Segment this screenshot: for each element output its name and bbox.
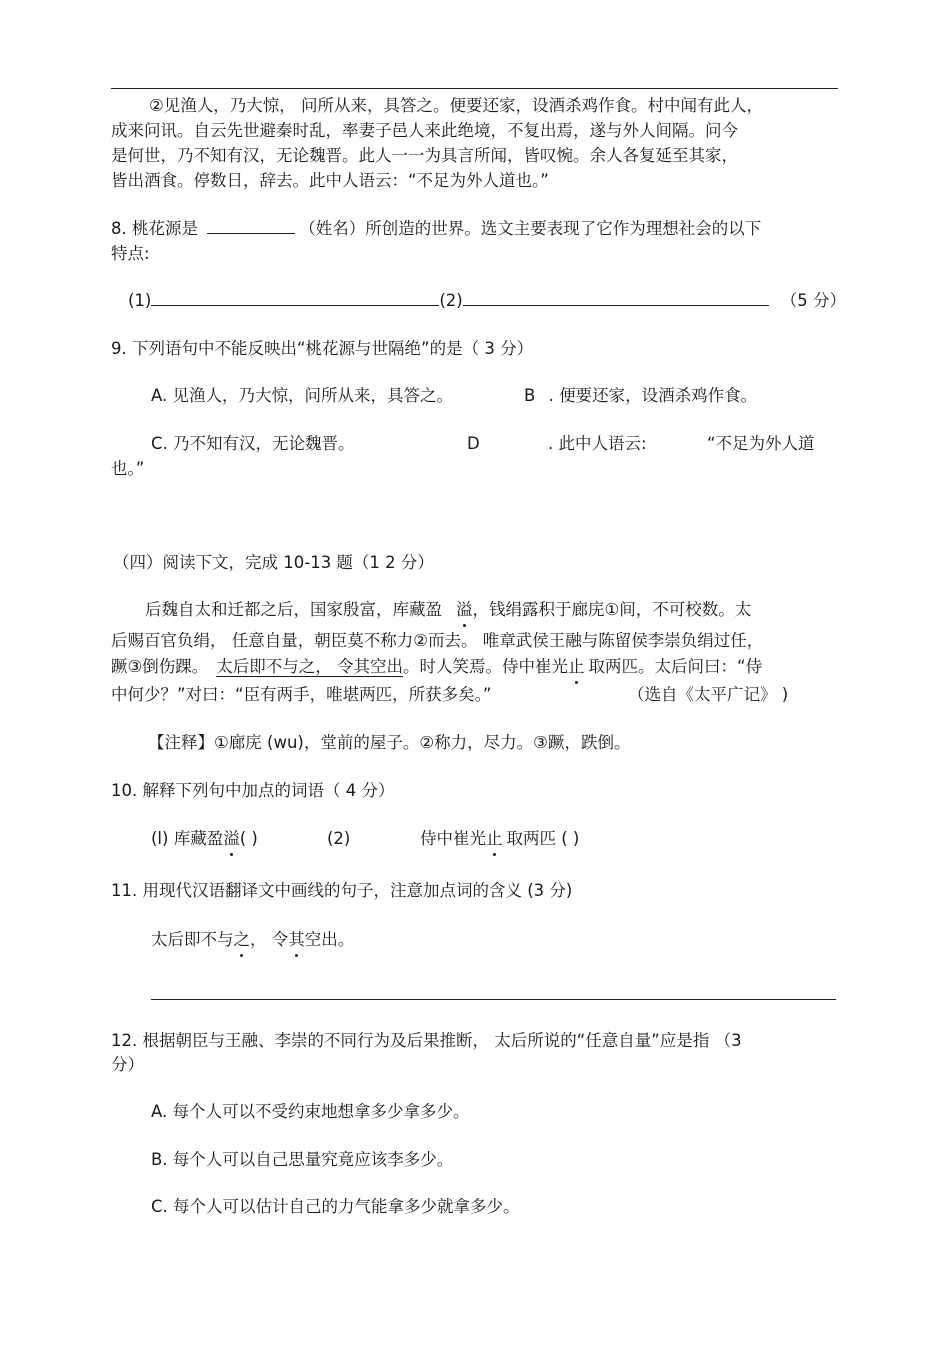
q8-stem bbox=[111, 218, 761, 240]
q8-item2-label: (2) bbox=[439, 291, 463, 310]
q8-score: （5 分） bbox=[780, 291, 846, 310]
q12-option-b: B. 每个人可以自己思量究竟应该李多少。 bbox=[151, 1150, 454, 1169]
q10-item2-label: (2) bbox=[327, 829, 351, 848]
q12-option-c: C. 每个人可以估计自己的力气能拿多少就拿多少。 bbox=[151, 1197, 520, 1216]
q10-item2-dotted: 止 bbox=[486, 829, 503, 848]
q9-option-b bbox=[524, 385, 757, 407]
passage2-line-3 bbox=[111, 656, 762, 678]
q11-sent-c: 空出。 bbox=[304, 930, 355, 949]
q10-item2-b: 取两匹 ( ) bbox=[506, 829, 580, 848]
annotation-notes: 【注释】①廊庑 (wu)，堂前的屋子。②称力，尽力。③蹶，跌倒。 bbox=[148, 733, 631, 752]
q12-stem-line2: 分） bbox=[111, 1055, 144, 1074]
q12-option-a: A. 每个人可以不受约束地想拿多少拿多少。 bbox=[151, 1102, 470, 1121]
q8-item1-label: (1) bbox=[128, 291, 152, 310]
q8-answer-row bbox=[128, 290, 846, 312]
passage-line-1: ②见渔人，乃大惊， 问所从来，具答之。便要还家，设酒杀鸡作食。村中闻有此人， bbox=[149, 96, 764, 115]
q8-name-blank[interactable] bbox=[207, 218, 295, 234]
passage2-source: （选自《太平广记》 ) bbox=[628, 685, 789, 704]
passage2-line-4: 中何少？”对曰：“臣有两手，唯堪两匹，所获多矣。” bbox=[111, 685, 492, 704]
passage-line-4: 皆出酒食。停数日，辞去。此中人语云：“不足为外人道也。” bbox=[111, 171, 549, 190]
passage2-line-2: 后赐百官负绢， 任意自量，朝臣莫不称力②而去。 唯章武侯王融与陈留侯李崇负绢过任， bbox=[111, 631, 764, 650]
passage2-l3b: 。时人笑焉。侍中崔光 bbox=[403, 657, 569, 676]
q9-option-d-label: D bbox=[467, 434, 480, 453]
section4-heading: （四）阅读下文，完成 10-13 题（1 2 分） bbox=[113, 553, 434, 572]
q10-item1-a: (l) 库藏盈 bbox=[151, 829, 224, 848]
passage2-dotted-zhi: 止 bbox=[568, 657, 585, 676]
passage2-dotted-yi: 溢 bbox=[456, 600, 473, 619]
q10-item1-b: ( ) bbox=[239, 829, 258, 848]
q8-item1-blank[interactable] bbox=[151, 290, 439, 306]
passage2-underlined-sentence: 太后即不与之， 令其空出 bbox=[216, 657, 404, 676]
q9-option-d-text: . 此中人语云: bbox=[548, 434, 647, 453]
q8-prefix: 8. 桃花源是 bbox=[111, 219, 198, 238]
q9-option-d-line2: 也。” bbox=[111, 459, 145, 478]
passage-line-2: 成来问讯。自云先世避秦时乱，率妻子邑人来此绝境，不复出焉，遂与外人间隔。问今 bbox=[111, 121, 738, 140]
q10-item2 bbox=[420, 828, 579, 850]
q8-stem-line2: 特点: bbox=[111, 244, 150, 263]
q12-stem: 12. 根据朝臣与王融、李崇的不同行为及后果推断， 太后所说的“任意自量”应是指 （3 bbox=[111, 1031, 742, 1050]
passage2-l3a: 蹶③倒伤踝。 bbox=[111, 657, 209, 676]
q11-dotted-zhi: 之 bbox=[233, 930, 250, 949]
q11-answer-line[interactable] bbox=[151, 999, 836, 1000]
q10-stem: 10. 解释下列句中加点的词语（ 4 分） bbox=[111, 781, 395, 800]
q9-stem: 9. 下列语句中不能反映出“桃花源与世隔绝”的是（ 3 分） bbox=[111, 339, 534, 358]
passage2-l1a: 后魏自太和迁都之后，国家殷富，库藏盈 bbox=[145, 600, 442, 619]
passage-line-3: 是何世，乃不知有汉，无论魏晋。此人一一为具言所闻，皆叹惋。余人各复延至其家， bbox=[111, 146, 738, 165]
q8-suffix: （姓名）所创造的世界。选文主要表现了它作为理想社会的以下 bbox=[299, 219, 762, 238]
passage2-l1b: ，钱绢露积于廊庑①间，不可校数。太 bbox=[472, 600, 752, 619]
q11-sent-a: 太后即不与 bbox=[151, 930, 234, 949]
q8-item2-blank[interactable] bbox=[463, 290, 769, 306]
q9-option-d-quote: “不足为外人道 bbox=[707, 434, 815, 453]
q11-stem: 11. 用现代汉语翻译文中画线的句子，注意加点词的含义 (3 分) bbox=[111, 881, 573, 900]
q9-option-b-text: . 便要还家，设酒杀鸡作食。 bbox=[548, 386, 758, 405]
q11-dotted-qi: 其 bbox=[288, 930, 305, 949]
q10-item1-dotted: 溢 bbox=[223, 829, 240, 848]
q10-item1 bbox=[151, 828, 258, 850]
q9-option-a: A. 见渔人，乃大惊，问所从来，具答之。 bbox=[151, 386, 453, 405]
passage2-l3c: 取两匹。太后问曰：“侍 bbox=[588, 657, 763, 676]
q9-option-b-label: B bbox=[524, 386, 536, 405]
passage2-line-1 bbox=[145, 599, 751, 621]
q10-item2-a: 侍中崔光 bbox=[420, 829, 486, 848]
q11-sentence bbox=[151, 929, 354, 951]
q9-option-c: C. 乃不知有汉，无论魏晋。 bbox=[151, 434, 355, 453]
header-rule bbox=[111, 88, 838, 89]
q11-sent-b: ， 令 bbox=[250, 930, 289, 949]
